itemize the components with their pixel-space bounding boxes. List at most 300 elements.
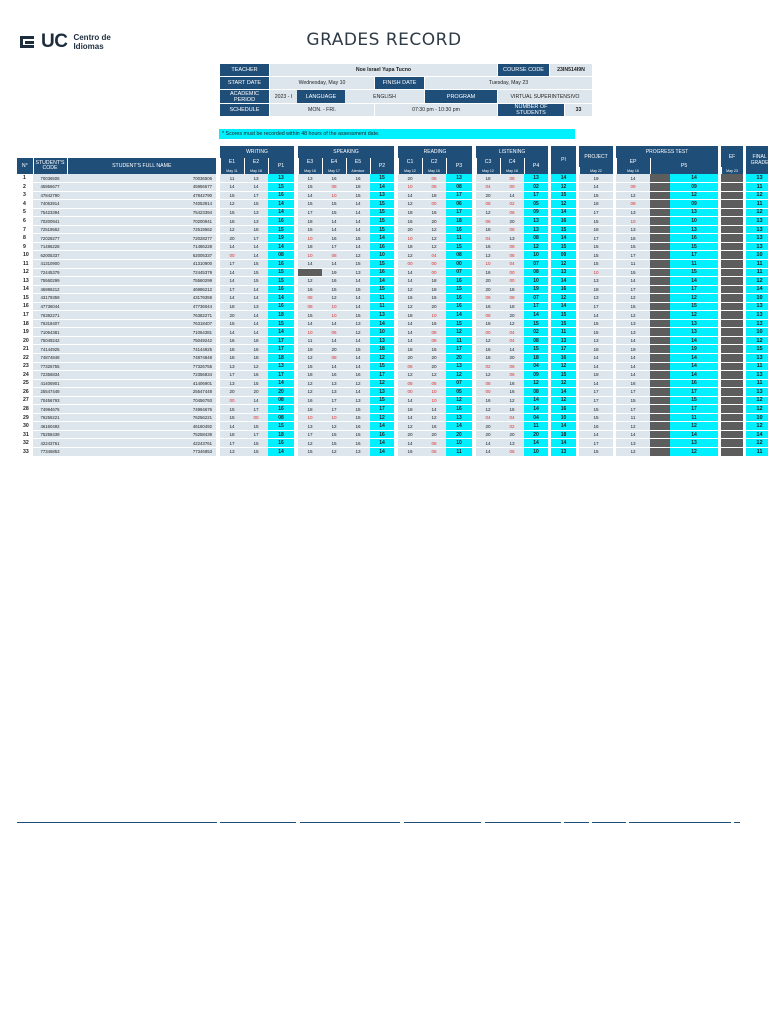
empty-cell — [650, 439, 670, 448]
cell-proj: 13 — [579, 294, 613, 303]
e4-date: May 17 — [322, 167, 346, 174]
footer-line-segment — [485, 822, 561, 823]
cell-p4: 08 — [524, 268, 548, 277]
cell-e2: 17 — [244, 405, 268, 414]
cell-pi: 13 — [551, 336, 576, 345]
speaking-header: SPEAKING — [298, 146, 394, 158]
cell-p4: 12 — [524, 242, 548, 251]
cell-p1: 16 — [268, 439, 294, 448]
cell-e1: 14 — [220, 183, 244, 192]
cell-c2: 12 — [422, 242, 446, 251]
cell-e5: 14 — [346, 208, 370, 217]
cell-p1: 08 — [268, 413, 294, 422]
empty-cell — [721, 319, 743, 328]
cell-p4: 17 — [524, 191, 548, 200]
cell-p4: 17 — [524, 302, 548, 311]
empty-cell — [650, 259, 670, 268]
cell-proj: 10 — [579, 268, 613, 277]
cell-fg: 13 — [746, 225, 768, 234]
cell-e5: 15 — [346, 234, 370, 243]
language-label: LANGUAGE — [297, 90, 345, 103]
empty-cell — [721, 234, 743, 243]
cell-ep: 17 — [616, 405, 650, 414]
cell-c1: 00 — [398, 259, 422, 268]
cell-e4: 15 — [322, 439, 346, 448]
cell-e5: 13 — [346, 396, 370, 405]
cell-p2: 11 — [370, 302, 394, 311]
cell-e1: 18 — [220, 345, 244, 354]
cell-c2: 20 — [422, 302, 446, 311]
cell-n: 29 — [17, 413, 33, 422]
cell-c1: 16 — [398, 448, 422, 457]
cell-fg: 11 — [746, 448, 768, 457]
cell-code: 74874848 — [33, 353, 67, 362]
cell-e3: 16 — [298, 285, 322, 294]
cell-pi: 14 — [551, 234, 576, 243]
empty-cell — [721, 422, 743, 431]
table-row — [17, 217, 768, 226]
cell-e4: 16 — [322, 277, 346, 286]
cell-pi: 16 — [551, 285, 576, 294]
cell-e5: 16 — [346, 439, 370, 448]
cell-p3: 20 — [446, 430, 472, 439]
cell-c4: 20 — [500, 311, 524, 320]
cell-e2: 18 — [244, 336, 268, 345]
cell-proj: 15 — [579, 319, 613, 328]
cell-p2: 15 — [370, 200, 394, 209]
cell-c4: 02 — [500, 422, 524, 431]
cell-p5: 13 — [670, 439, 718, 448]
cell-c1: 14 — [398, 336, 422, 345]
cell-code: 45956677 — [33, 183, 67, 192]
cell-p2: 10 — [370, 328, 394, 337]
cell-c2: 18 — [422, 285, 446, 294]
cell-p2: 15 — [370, 362, 394, 371]
cell-e2: 13 — [244, 217, 268, 226]
cell-c3: 08 — [476, 379, 500, 388]
cell-c2: 12 — [422, 413, 446, 422]
cell-p5: 10 — [670, 217, 718, 226]
cell-p4: 02 — [524, 328, 548, 337]
cell-code: 25547448 — [33, 388, 67, 397]
cell-e1: 18 — [220, 302, 244, 311]
cell-n: 10 — [17, 251, 33, 260]
cell-proj: 14 — [579, 430, 613, 439]
cell-c4: 08 — [500, 251, 524, 260]
cell-n: 11 — [17, 259, 33, 268]
cell-p4: 18 — [524, 353, 548, 362]
cell-proj: 17 — [579, 396, 613, 405]
empty-cell — [650, 345, 670, 354]
cell-p3: 17 — [446, 345, 472, 354]
empty-cell — [650, 422, 670, 431]
cell-c1: 12 — [398, 200, 422, 209]
cell-p5: 09 — [670, 200, 718, 209]
cell-code: 75258439 — [33, 430, 67, 439]
cell-e3: 14 — [298, 259, 322, 268]
cell-code: 74994676 — [33, 405, 67, 414]
cell-e4: 13 — [322, 379, 346, 388]
cell-e2: 14 — [244, 285, 268, 294]
cell-ep: 13 — [616, 328, 650, 337]
cell-c4: 08 — [500, 294, 524, 303]
schedule-label: SCHEDULE — [220, 104, 270, 117]
cell-n: 16 — [17, 302, 33, 311]
cell-code: 41406901 — [33, 379, 67, 388]
cell-proj: 15 — [579, 413, 613, 422]
empty-cell — [721, 251, 743, 260]
cell-p3: 05 — [446, 388, 472, 397]
table-row — [17, 413, 768, 422]
cell-e4: 19 — [322, 268, 346, 277]
cell-c3: 16 — [476, 242, 500, 251]
empty-cell — [721, 430, 743, 439]
cell-name: 77346853 — [67, 448, 216, 457]
cell-proj: 15 — [579, 217, 613, 226]
cell-fg: 13 — [746, 217, 768, 226]
cell-p2: 12 — [370, 353, 394, 362]
cell-p4: 13 — [524, 174, 548, 183]
cell-proj: 15 — [579, 242, 613, 251]
empty-cell — [721, 183, 743, 192]
empty-cell — [721, 208, 743, 217]
cell-e1: 15 — [220, 405, 244, 414]
e1-date: May 11 — [220, 167, 244, 174]
cell-pi: 15 — [551, 311, 576, 320]
cell-p2: 11 — [370, 294, 394, 303]
empty-cell — [650, 208, 670, 217]
cell-c3: 16 — [476, 345, 500, 354]
cell-ep: 11 — [616, 259, 650, 268]
cell-e2: 14 — [244, 319, 268, 328]
table-row — [17, 405, 768, 414]
language-value: ENGLISH — [373, 93, 396, 100]
cell-e1: 15 — [220, 319, 244, 328]
cell-e3: 17 — [298, 208, 322, 217]
cell-name: 75049242 — [67, 336, 216, 345]
cell-c3: 02 — [476, 362, 500, 371]
cell-n: 12 — [17, 268, 33, 277]
cell-e1: 13 — [220, 362, 244, 371]
cell-p5: 13 — [670, 328, 718, 337]
cell-e3: 15 — [298, 200, 322, 209]
period-language-cell — [270, 90, 425, 104]
p5-header: P5 — [650, 158, 718, 174]
cell-ep: 12 — [616, 191, 650, 200]
cell-name: 77326755 — [67, 362, 216, 371]
cell-e4: 17 — [322, 242, 346, 251]
cell-e5: 14 — [346, 353, 370, 362]
cell-pi: 14 — [551, 174, 576, 183]
cell-ep: 12 — [616, 422, 650, 431]
table-row — [17, 234, 768, 243]
empty-cell — [721, 405, 743, 414]
cell-p2: 12 — [370, 413, 394, 422]
cell-p5: 12 — [670, 422, 718, 431]
cell-ep: 13 — [616, 225, 650, 234]
cell-proj: 19 — [579, 174, 613, 183]
cell-e4: 10 — [322, 191, 346, 200]
empty-cell — [650, 268, 670, 277]
cell-proj: 18 — [579, 371, 613, 380]
cell-fg: 13 — [746, 234, 768, 243]
cell-name: 47842790 — [67, 191, 216, 200]
empty-cell — [721, 217, 743, 226]
cell-pi: 18 — [551, 430, 576, 439]
cell-c4: 08 — [500, 242, 524, 251]
cell-e4: 14 — [322, 217, 346, 226]
cell-c1: 10 — [398, 234, 422, 243]
cell-c2: 10 — [422, 396, 446, 405]
empty-cell — [721, 362, 743, 371]
cell-name: 72028277 — [67, 234, 216, 243]
empty-cell — [650, 294, 670, 303]
cell-e3: 17 — [298, 430, 322, 439]
cell-e5: 15 — [346, 259, 370, 268]
cell-c2: 16 — [422, 208, 446, 217]
ef-header: EF — [721, 146, 743, 167]
cell-name: 75560299 — [67, 277, 216, 286]
table-row — [17, 208, 768, 217]
cell-c1: 18 — [398, 405, 422, 414]
cell-pi: 14 — [551, 302, 576, 311]
cell-e1: 00 — [220, 396, 244, 405]
cell-p1: 17 — [268, 371, 294, 380]
cell-e5: 14 — [346, 200, 370, 209]
cell-c3: 08 — [476, 311, 500, 320]
cell-p1: 15 — [268, 422, 294, 431]
cell-p3: 17 — [446, 208, 472, 217]
cell-e5: 15 — [346, 285, 370, 294]
cell-code: 71064381 — [33, 328, 67, 337]
cell-c4: 20 — [500, 217, 524, 226]
cell-p4: 14 — [524, 405, 548, 414]
cell-p5: 17 — [670, 285, 718, 294]
cell-p3: 12 — [446, 396, 472, 405]
cell-n: 25 — [17, 379, 33, 388]
cell-c1: 18 — [398, 208, 422, 217]
cell-p4: 12 — [524, 379, 548, 388]
cell-e4: 10 — [322, 311, 346, 320]
cell-e5: 13 — [346, 268, 370, 277]
table-row — [17, 439, 768, 448]
cell-proj: 15 — [579, 251, 613, 260]
cell-pi: 15 — [551, 319, 576, 328]
cell-name: 75423394 — [67, 208, 216, 217]
table-row — [17, 422, 768, 431]
e1-header: E1 — [220, 158, 244, 167]
cell-e5: 15 — [346, 405, 370, 414]
cell-p3: 16 — [446, 405, 472, 414]
cell-c3: 12 — [476, 405, 500, 414]
cell-code: 62005337 — [33, 251, 67, 260]
cell-e3: 12 — [298, 277, 322, 286]
cell-e4: 14 — [322, 336, 346, 345]
empty-cell — [721, 311, 743, 320]
table-row — [17, 319, 768, 328]
program-value: VIRTUAL SUPERINTENSIVO — [498, 90, 593, 104]
cell-ep: 13 — [616, 208, 650, 217]
cell-e1: 14 — [220, 268, 244, 277]
cell-n: 1 — [17, 174, 33, 183]
cell-c4: 00 — [500, 183, 524, 192]
cell-e5: 14 — [346, 388, 370, 397]
cell-p3: 07 — [446, 268, 472, 277]
cell-n: 14 — [17, 285, 33, 294]
cell-c4: 20 — [500, 353, 524, 362]
cell-pi: 12 — [551, 259, 576, 268]
cell-p1: 18 — [268, 353, 294, 362]
cell-code: 47842790 — [33, 191, 67, 200]
empty-cell — [721, 448, 743, 457]
cell-n: 33 — [17, 448, 33, 457]
cell-c1: 12 — [398, 285, 422, 294]
cell-c3: 18 — [476, 225, 500, 234]
cell-fg: 12 — [746, 405, 768, 414]
cell-e3: 18 — [298, 405, 322, 414]
cell-p2: 13 — [370, 191, 394, 200]
empty-cell — [721, 328, 743, 337]
cell-e4: 15 — [322, 208, 346, 217]
cell-e3: 11 — [298, 336, 322, 345]
cell-n: 8 — [17, 234, 33, 243]
cell-c3: 20 — [476, 191, 500, 200]
cell-c3: 04 — [476, 183, 500, 192]
cell-p5: 14 — [670, 430, 718, 439]
cell-p3: 15 — [446, 319, 472, 328]
cell-e1: 13 — [220, 448, 244, 457]
cell-p4: 04 — [524, 413, 548, 422]
cell-n: 31 — [17, 430, 33, 439]
cell-e4: 08 — [322, 251, 346, 260]
cell-proj: 17 — [579, 388, 613, 397]
cell-c2: 12 — [422, 225, 446, 234]
cell-proj: 15 — [579, 328, 613, 337]
cell-p1: 18 — [268, 430, 294, 439]
cell-c4: 06 — [500, 448, 524, 457]
cell-e2: 14 — [244, 242, 268, 251]
cell-fg: 12 — [746, 422, 768, 431]
course-code-label: COURSE CODE — [498, 64, 550, 77]
cell-p2: 16 — [370, 242, 394, 251]
ep-header: EP — [616, 158, 650, 167]
cell-fg: 11 — [746, 183, 768, 192]
cell-e2: 17 — [244, 191, 268, 200]
cell-proj: 18 — [579, 200, 613, 209]
cell-e4: 06 — [322, 328, 346, 337]
cell-e4: 16 — [322, 371, 346, 380]
cell-proj: 16 — [579, 422, 613, 431]
cell-c1: 14 — [398, 268, 422, 277]
cell-p1: 16 — [268, 302, 294, 311]
name-header: STUDENT'S FULL NAME — [67, 158, 216, 174]
cell-p5: 16 — [670, 379, 718, 388]
cell-e4: 08 — [322, 353, 346, 362]
cell-p5: 15 — [670, 302, 718, 311]
cell-p5: 12 — [670, 311, 718, 320]
cell-c2: 06 — [422, 448, 446, 457]
empty-cell — [721, 336, 743, 345]
table-row — [17, 371, 768, 380]
cell-c1: 16 — [398, 294, 422, 303]
cell-p4: 19 — [524, 285, 548, 294]
cell-e3: 12 — [298, 353, 322, 362]
empty-cell — [721, 174, 743, 183]
course-code-value: 23IN514I9N — [550, 64, 593, 77]
cell-code: 76382271 — [33, 311, 67, 320]
footer-line-segment — [592, 822, 626, 823]
cell-p4: 04 — [524, 362, 548, 371]
cell-e3: 12 — [298, 388, 322, 397]
cell-e3: 10 — [298, 251, 322, 260]
cell-ep: 13 — [616, 319, 650, 328]
cell-proj: 15 — [579, 259, 613, 268]
students-label: NUMBER OF STUDENTS — [498, 104, 565, 117]
cell-c1: 20 — [398, 353, 422, 362]
cell-n: 26 — [17, 388, 33, 397]
cell-ep: 14 — [616, 336, 650, 345]
cell-c3: 12 — [476, 371, 500, 380]
empty-cell — [650, 405, 670, 414]
cell-name: 46986212 — [67, 285, 216, 294]
empty-cell — [650, 191, 670, 200]
cell-e5: 16 — [346, 422, 370, 431]
cell-c3: 04 — [476, 234, 500, 243]
cell-e3: 15 — [298, 225, 322, 234]
cell-p1: 14 — [268, 208, 294, 217]
cell-e5: 14 — [346, 277, 370, 286]
empty-cell — [721, 396, 743, 405]
cell-n: 27 — [17, 396, 33, 405]
finish-date-value: Tuesday, May 23 — [425, 77, 593, 90]
cell-name: 71486228 — [67, 242, 216, 251]
cell-proj: 14 — [579, 353, 613, 362]
cell-n: 32 — [17, 439, 33, 448]
cell-fg: 12 — [746, 439, 768, 448]
cell-p3: 20 — [446, 353, 472, 362]
empty-cell — [650, 217, 670, 226]
cell-c4: 04 — [500, 336, 524, 345]
cell-p2: 13 — [370, 311, 394, 320]
empty-cell — [721, 200, 743, 209]
cell-pi: 09 — [551, 251, 576, 260]
cell-code: 72028277 — [33, 234, 67, 243]
cell-p1: 20 — [268, 388, 294, 397]
cell-p5: 13 — [670, 319, 718, 328]
cell-e3: 14 — [298, 319, 322, 328]
p4-header: P4 — [524, 158, 548, 174]
cell-p2: 15 — [370, 259, 394, 268]
cell-ep: 14 — [616, 353, 650, 362]
cell-e1: 20 — [220, 234, 244, 243]
cell-e2: 15 — [244, 268, 268, 277]
cell-code: 47736044 — [33, 302, 67, 311]
cell-e2: 15 — [244, 448, 268, 457]
cell-e5: 14 — [346, 302, 370, 311]
cell-p3: 08 — [446, 251, 472, 260]
cell-p4: 15 — [524, 345, 548, 354]
table-row — [17, 362, 768, 371]
cell-e5: 15 — [346, 345, 370, 354]
cell-c1: 20 — [398, 174, 422, 183]
cell-c1: 06 — [398, 362, 422, 371]
cell-pi: 11 — [551, 328, 576, 337]
cell-p3: 12 — [446, 328, 472, 337]
cell-p2: 14 — [370, 183, 394, 192]
cell-pi: 15 — [551, 191, 576, 200]
cell-c1: 08 — [398, 379, 422, 388]
cell-pi: 14 — [551, 422, 576, 431]
